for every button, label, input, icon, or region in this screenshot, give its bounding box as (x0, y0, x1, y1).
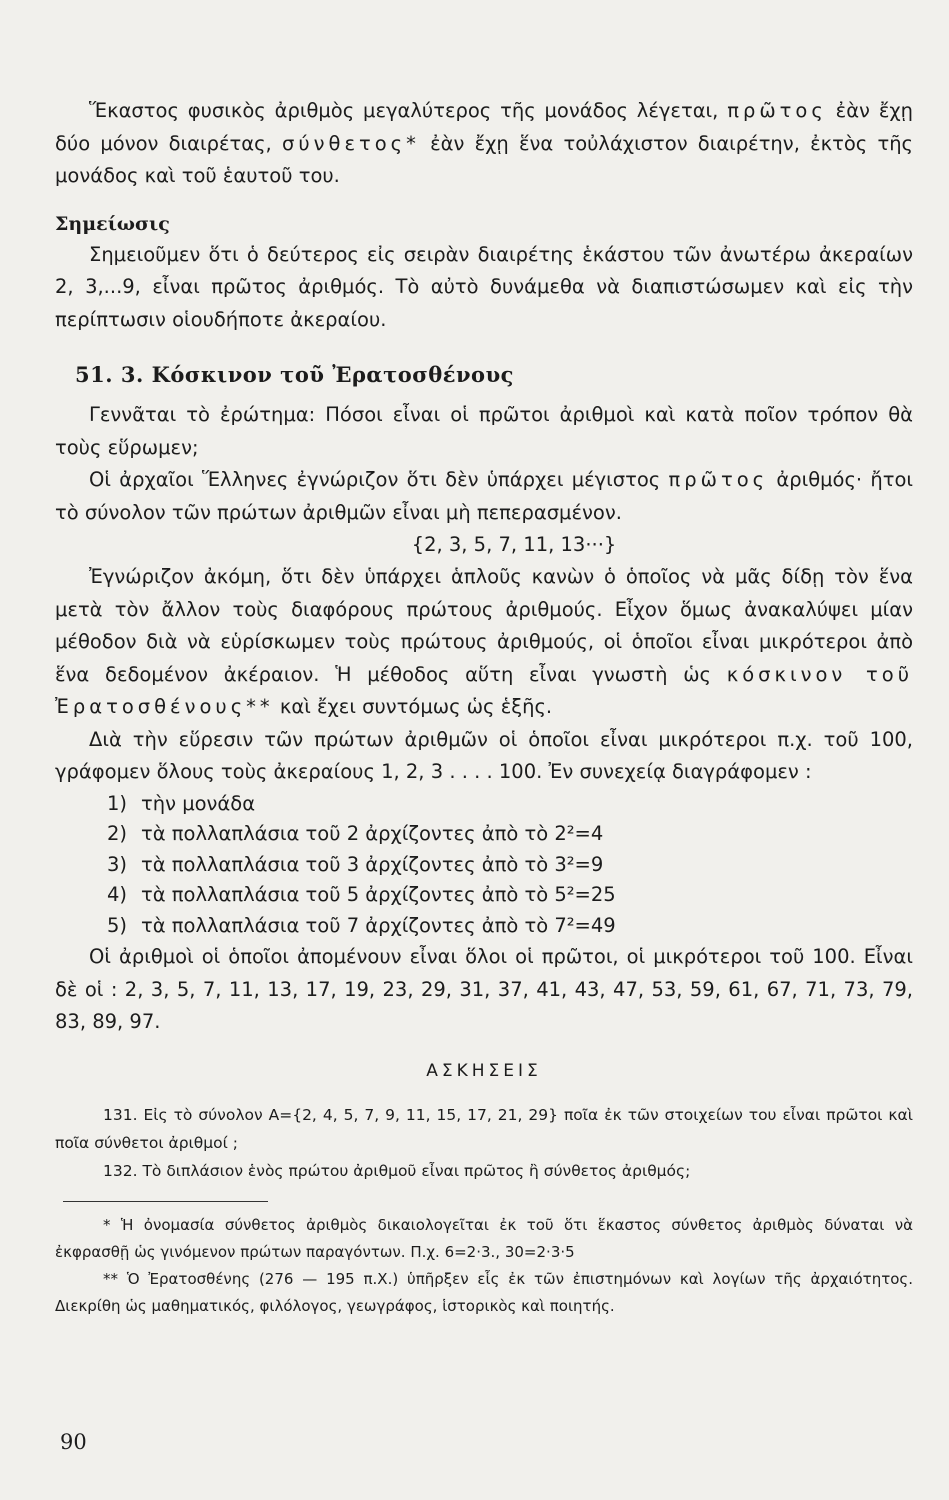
question-paragraph: Γεννᾶται τὸ ἐρώτημα: Πόσοι εἶναι οἱ πρῶτοι ἀριθμοὶ καὶ κατὰ ποῖον τρόπον θὰ τοὺς εὕρωμεν; (55, 403, 913, 459)
method-paragraph: Διὰ τὴν εὕρεσιν τῶν πρώτων ἀριθμῶν οἱ ὁποῖοι εἶναι μικρότεροι π.χ. τοῦ 100, γράφομεν ὅλους τοὺς ἀκεραίους 1, 2, 3 . . . . 100. Ἐν συνεχείᾳ διαγράφομεν : (55, 727, 913, 783)
list-item (55, 850, 913, 881)
term-prime: πρῶτος (727, 99, 827, 122)
definition-text-b: ἐὰν ἔχῃ δύο μόνον διαιρέτας, (55, 99, 913, 155)
list-item (55, 880, 913, 911)
page-number: 90 (60, 1430, 87, 1454)
term-composite: σύνθετος* (281, 131, 420, 155)
definition-text-c: ἐὰν ἔχῃ ἕνα τοὐλάχιστον διαιρέτην, ἐκτὸς τῆς μονάδος καὶ τοῦ ἑαυτοῦ του. (55, 131, 914, 187)
step-text: τὰ πολλαπλάσια τοῦ 5 ἀρχίζοντες ἀπὸ τὸ 5²=25 (141, 883, 616, 906)
step-text: τὰ πολλαπλάσια τοῦ 7 ἀρχίζοντες ἀπὸ τὸ 7²=49 (141, 913, 616, 937)
step-number: 5) (107, 913, 128, 937)
step-number: 1) (107, 791, 128, 815)
list-item (55, 789, 913, 820)
definition-paragraph (55, 95, 913, 193)
sieve-text-a: Ἐγνώριζον ἀκόμη, ὅτι δὲν ὑπάρχει ἁπλοῦς κανὼν ὁ ὁποῖος νὰ μᾶς δίδῃ τὸν ἕνα μετὰ τὸν ἄλλον τοὺς διαφόρους πρώτους ἀριθμούς. Εἶχον ὅμως ἀνακαλύψει μίαν μέθοδον διὰ νὰ εὑρίσκωμεν τοὺς πρώτους ἀριθμούς, οἱ ὁποῖοι εἶναι μικρότεροι ἀπὸ ἕνα δεδομένον ἀκέραιον. Ἡ μέθοδος αὕτη εἶναι γνωστὴ ὡς (55, 565, 913, 686)
ancient-text-b: ἀριθμός· ἤτοι τὸ σύνολον τῶν πρώτων ἀριθμῶν εἶναι μὴ πεπερασμένον. (55, 468, 914, 524)
page-content (55, 95, 913, 1320)
step-number: 4) (107, 883, 128, 906)
exercises-title: ΑΣΚΗΣΕΙΣ (426, 1060, 542, 1081)
exercise-131: 131. Εἰς τὸ σύνολον A={2, 4, 5, 7, 9, 11, 15, 17, 21, 29} ποῖα ἐκ τῶν στοιχείων του εἶναι πρῶτοι καὶ ποῖα σύνθετοι ἀριθμοί ; (55, 1105, 913, 1152)
footnote-1: * Ἡ ὀνομασία σύνθετος ἀριθμὸς δικαιολογεῖται ἐκ τοῦ ὅτι ἕκαστος σύνθετος ἀριθμὸς δύναται νὰ ἐκφρασθῇ ὡς γινόμενον πρώτων παραγόντων. Π.χ. 6=2·3., 30=2·3·5 (55, 1215, 913, 1261)
sieve-paragraph (55, 561, 913, 724)
list-item (55, 911, 913, 942)
footnote-divider (63, 1201, 268, 1202)
ancient-greeks-paragraph (55, 464, 913, 529)
step-text: τὴν μονάδα (141, 791, 256, 815)
footnote-2: ** Ὁ Ἐρατοσθένης (276 — 195 π.Χ.) ὑπῆρξεν εἷς ἐκ τῶν ἐπιστημόνων καὶ λογίων τῆς ἀρχαιότητος. Διεκρίθη ὡς μαθηματικός, φιλόλογος, γεωγράφος, ἱστορικὸς καὶ ποιητής. (55, 1269, 913, 1315)
result-paragraph: Οἱ ἀριθμοὶ οἱ ὁποῖοι ἀπομένουν εἶναι ὅλοι οἱ πρῶτοι, οἱ μικρότεροι τοῦ 100. Εἶναι δὲ οἱ : 2, 3, 5, 7, 11, 13, 17, 19, 23, 29, 31, 37, 41, 43, 47, 53, 59, 61, 67, 71, 73, 79, 83, 89, 97. (55, 945, 913, 1033)
step-number: 3) (107, 852, 128, 876)
list-item (55, 819, 913, 850)
ancient-text-a: Οἱ ἀρχαῖοι Ἕλληνες ἐγνώριζον ὅτι δὲν ὑπάρχει μέγιστος (89, 468, 661, 491)
remark-text: Σημειοῦμεν ὅτι ὁ δεύτερος εἰς σειρὰν διαιρέτης ἑκάστου τῶν ἀνωτέρω ἀκεραίων 2, 3,...9, εἶναι πρῶτος ἀριθμός. Τὸ αὐτὸ δυνάμεθα νὰ διαπιστώσωμεν καὶ εἰς τὴν περίπτωσιν οἱουδήποτε ἀκεραίου. (55, 242, 913, 331)
exercise-132: 132. Τὸ διπλάσιον ἑνὸς πρώτου ἀριθμοῦ εἶναι πρῶτος ἢ σύνθετος ἀριθμός; (103, 1161, 691, 1180)
term-sieve: κόσκινον τοῦ Ἐρατοσθένους** (55, 662, 913, 718)
step-text: τὰ πολλαπλάσια τοῦ 2 ἀρχίζοντες ἀπὸ τὸ 2²=4 (141, 822, 604, 845)
section-title: 51. 3. Κόσκινον τοῦ Ἐρατοσθένους (75, 362, 514, 387)
step-text: τὰ πολλαπλάσια τοῦ 3 ἀρχίζοντες ἀπὸ τὸ 3²=9 (141, 852, 604, 876)
sieve-text-b: καὶ ἔχει συντόμως ὡς ἑξῆς. (279, 695, 553, 718)
definition-text-a: Ἕκαστος φυσικὸς ἀριθμὸς μεγαλύτερος τῆς μονάδος λέγεται, (89, 99, 719, 122)
step-number: 2) (107, 822, 128, 845)
term-prime-2: πρῶτος (668, 468, 769, 491)
remark-title: Σημείωσις (55, 212, 170, 235)
steps-list (55, 789, 913, 942)
primes-set: {2, 3, 5, 7, 11, 13···} (411, 533, 617, 556)
